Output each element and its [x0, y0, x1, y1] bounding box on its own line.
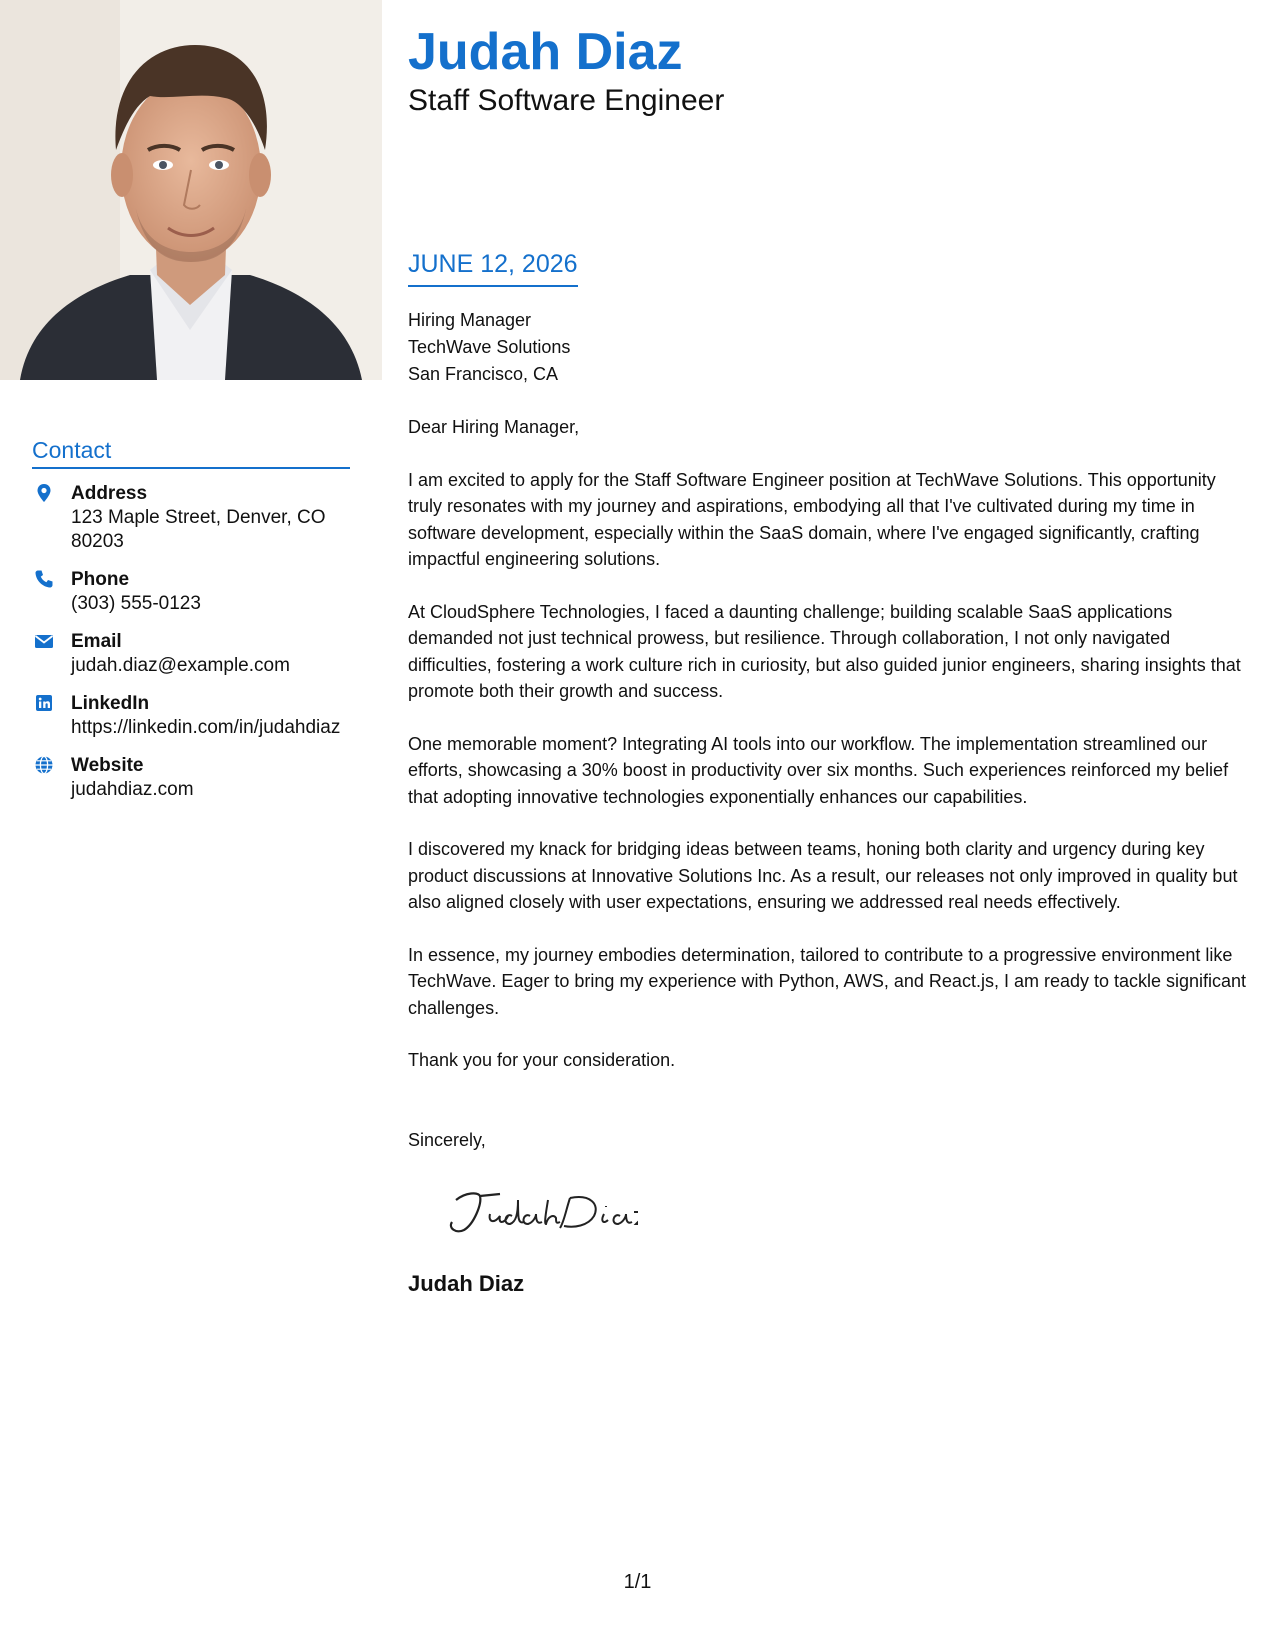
recipient-company: TechWave Solutions	[408, 337, 571, 357]
salutation: Dear Hiring Manager,	[408, 417, 580, 437]
letter-paragraph: I discovered my knack for bridging ideas between teams, honing both clarity and urgency during key product discussions at Innovative Solutions Inc. As a result, our releases not only improved in quality but also aligned closely with user expectations, ensuring we addressed real needs effectively.	[408, 839, 1238, 912]
contact-heading: Contact	[32, 437, 350, 469]
linkedin-icon	[34, 693, 54, 713]
letter-paragraph: Thank you for your consideration.	[408, 1050, 676, 1070]
contact-label-website: Website	[71, 755, 144, 776]
signed-name: Judah Diaz	[408, 1271, 525, 1296]
contact-label-phone: Phone	[71, 569, 130, 590]
recipient-line: Hiring Manager	[408, 310, 532, 330]
sidebar	[0, 0, 382, 1650]
letter-paragraph: I am excited to apply for the Staff Software Engineer position at TechWave Solutions. This opportunity truly resonates with my journey and aspirations, embodying all that I've cultivated during my time in software development, especially within the SaaS domain, where I've engaged significantly, crafting impactful engineering solutions.	[408, 469, 1216, 569]
contact-item-website	[32, 754, 362, 802]
letter-paragraph: In essence, my journey embodies determination, tailored to contribute to a progressive environment like TechWave. Eager to bring my experience with Python, AWS, and React.js, I am ready to tackle significant challenges.	[408, 944, 1247, 1018]
contact-value-phone: (303) 555-0123	[71, 593, 201, 614]
handwritten-signature	[438, 1180, 638, 1245]
letter-paragraph: At CloudSphere Technologies, I faced a daunting challenge; building scalable SaaS applications demanded not just technical prowess, but resilience. Through collaboration, I not only navigated difficulties, fostering a work culture rich in curiosity, but also guided junior engineers, sharing insights that promote both their growth and success.	[408, 601, 1241, 701]
job-title: Staff Software Engineer	[408, 84, 725, 117]
contact-item-phone	[32, 568, 362, 616]
letter-body	[408, 414, 1253, 1100]
contact-value-address: 123 Maple Street, Denver, CO 80203	[71, 507, 326, 552]
recipient-block	[408, 307, 570, 388]
contact-value-linkedin[interactable]: https://linkedin.com/in/judahdiaz	[71, 717, 341, 738]
contact-item-address	[32, 482, 362, 554]
phone-icon	[34, 569, 54, 589]
profile-photo-illustration	[0, 0, 382, 380]
letter-date: JUNE 12, 2026	[408, 249, 578, 287]
contact-label-address: Address	[71, 483, 148, 504]
map-pin-icon	[34, 483, 54, 503]
contact-value-website[interactable]: judahdiaz.com	[71, 779, 194, 800]
contact-label-email: Email	[71, 631, 122, 652]
globe-icon	[34, 755, 54, 775]
page-number: 1/1	[623, 1571, 652, 1593]
contact-list	[32, 482, 362, 816]
profile-photo	[0, 0, 382, 380]
email-icon	[34, 631, 54, 651]
contact-item-linkedin	[32, 692, 362, 740]
closing: Sincerely,	[408, 1130, 486, 1150]
recipient-location: San Francisco, CA	[408, 364, 559, 384]
applicant-name: Judah Diaz	[408, 23, 683, 81]
contact-value-email[interactable]: judah.diaz@example.com	[71, 655, 290, 676]
contact-item-email	[32, 630, 362, 678]
contact-label-linkedin: LinkedIn	[71, 693, 150, 714]
letter-paragraph: One memorable moment? Integrating AI tools into our workflow. The implementation streamlined our efforts, showcasing a 30% boost in productivity over six months. Such experiences reinforced my belief that adopting innovative technologies exponentially enhances our capabilities.	[408, 733, 1229, 807]
